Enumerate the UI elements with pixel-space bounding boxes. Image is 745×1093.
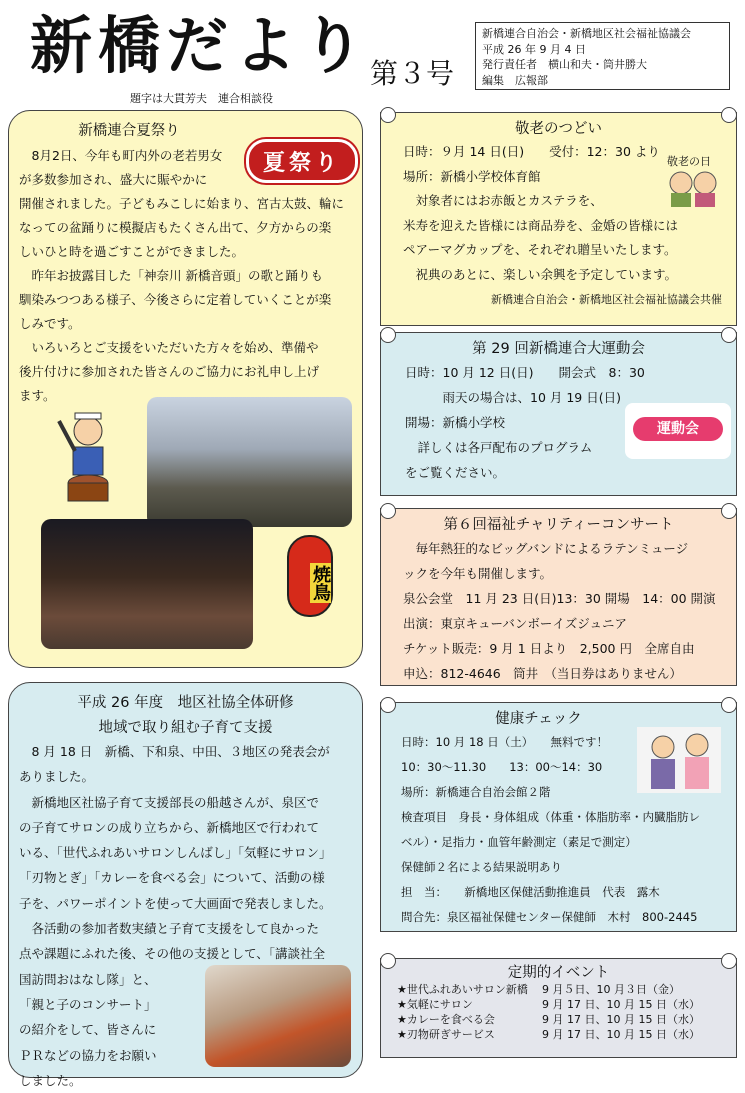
- keiro-line: 米寿を迎えた皆様には商品券を、金婚の皆様には: [403, 217, 679, 233]
- festival-photo-evening: [41, 519, 253, 649]
- training-line: 子を、パワーポイントを使って大画面で発表しました。: [19, 895, 332, 911]
- training-line: ありました。: [19, 769, 95, 785]
- health-line: 日時：10 月 18 日（土） 無料です！: [401, 735, 608, 749]
- event-dates: 9 月 17 日、10 月 15 日（水）: [542, 1013, 700, 1026]
- training-line: 新橋地区社協子育て支援部長の船越さんが、泉区で: [19, 794, 320, 810]
- publisher-box: [475, 22, 730, 90]
- festival-line: 8月2日、今年も町内外の老若男女: [19, 148, 223, 163]
- elderly-couple-icon: [663, 169, 723, 207]
- events-row: [397, 982, 700, 997]
- training-subtitle: 地域で取り組む子育て支援: [98, 720, 273, 736]
- drummer-illustration: [53, 401, 123, 506]
- concert-line: 申込：812-4646 筒井 （当日券はありません）: [403, 666, 682, 681]
- health-line: 検査項目 身長・身体組成（体重・体脂肪率・内臓脂肪レ: [401, 810, 700, 824]
- training-title: 平成 26 年度 地区社協全体研修: [77, 695, 294, 711]
- training-line: 国訪問おはなし隊」と、: [19, 971, 157, 987]
- keiro-line: ペアーマグカップを、それぞれ贈呈いたします。: [403, 242, 677, 257]
- keiro-badge: 敬老の日: [667, 155, 711, 168]
- event-name: ★刃物研ぎサービス: [397, 1028, 495, 1041]
- health-line: 担 当： 新橋地区保健活動推進員 代表 露木: [401, 885, 660, 899]
- concert-line: 出演：東京キューバンボーイズジュニア: [403, 616, 628, 631]
- training-line: 「親と子のコンサート」: [19, 996, 157, 1012]
- festival-line: 開催されました。子どもみこしに始まり、宮古太鼓、輪に: [19, 196, 345, 211]
- festival-line: ます。: [19, 388, 56, 403]
- training-line: いる、「世代ふれあいサロンしんばし」「気軽にサロン」: [19, 845, 332, 861]
- concert-article: [380, 508, 737, 686]
- training-line: 「刃物とぎ」「カレーを食べる会」について、活動の様: [19, 870, 325, 886]
- events-table: [397, 982, 700, 1042]
- festival-article: [8, 110, 363, 668]
- keiro-line: 場所：新橋小学校体育館: [403, 168, 541, 184]
- keiro-line: 日時：９月 14 日(日) 受付：12：30 より: [403, 144, 660, 159]
- festival-title: 新橋連合夏祭り: [78, 123, 180, 139]
- training-line: の紹介をして、皆さんに: [19, 1022, 157, 1038]
- publisher-line: 新橋連合自治会・新橋地区社会福祉協議会: [482, 27, 691, 40]
- sports-line: 開場：新橋小学校: [405, 415, 506, 430]
- training-line: ＰＲなどの協力をお願い: [19, 1047, 157, 1063]
- health-check-illustration: [637, 727, 721, 793]
- keiro-title: 敬老のつどい: [515, 121, 602, 137]
- publisher-line: 平成 26 年 9 月 4 日: [482, 42, 586, 56]
- health-line: ベル）・足指力・血管年齢測定（素足で測定）: [401, 835, 637, 849]
- concert-line: チケット販売：9 月 1 日より 2,500 円 全席自由: [403, 641, 695, 656]
- keiro-line: 祝典のあとに、楽しい余興を予定しています。: [403, 266, 678, 282]
- undokai-badge: [625, 403, 731, 459]
- concert-title: 第６回福祉チャリティーコンサート: [443, 517, 674, 533]
- events-title: 定期的イベント: [507, 965, 610, 981]
- health-title: 健康チェック: [495, 711, 582, 727]
- publisher-line: 編集 広報部: [482, 73, 548, 87]
- festival-line: なっての盆踊りに模擬店もたくさん出て、夕方からの楽: [19, 220, 332, 235]
- concert-line: 毎年熱狂的なビッグバンドによるラテンミュージ: [403, 541, 689, 556]
- health-line: 場所：新橋連合自治会館２階: [401, 785, 551, 799]
- event-name: ★気軽にサロン: [397, 998, 473, 1011]
- festival-photo-day: [147, 397, 352, 527]
- publisher-line: 発行責任者 横山和夫・筒井勝大: [482, 58, 647, 71]
- undokai-badge-text: 運動会: [633, 417, 723, 441]
- sports-line: 雨天の場合は、10 月 19 日(日): [405, 390, 621, 405]
- festival-line: 後片付けに参加された皆さんのご協力にお礼申し上げ: [19, 364, 320, 379]
- lantern-text: 焼鳥: [310, 565, 331, 601]
- keiro-article: [380, 112, 737, 326]
- concert-photo: [205, 965, 351, 1067]
- festival-line: が多数参加され、盛大に賑やかに: [19, 172, 208, 187]
- festival-badge: 夏祭り: [246, 139, 358, 183]
- yakitori-lantern: [287, 535, 333, 617]
- sports-title: 第 29 回新橋連合大運動会: [472, 341, 645, 357]
- event-name: ★カレーを食べる会: [397, 1013, 495, 1026]
- issue-number: 第３号: [370, 57, 455, 90]
- health-line: 保健師２名による結果説明あり: [401, 860, 562, 874]
- festival-line: 昨年お披露目した「神奈川 新橋音頭」の歌と踊りも: [19, 268, 323, 283]
- sports-article: [380, 332, 737, 496]
- keiro-line: 対象者にはお赤飯とカステラを、: [403, 193, 603, 208]
- sports-line: をご覧ください。: [405, 465, 506, 480]
- festival-line: しみです。: [19, 316, 81, 331]
- events-row: [397, 997, 700, 1012]
- event-dates: 9 月 17 日、10 月 15 日（水）: [542, 1028, 700, 1041]
- keiro-sponsor: 新橋連合自治会・新橋地区社会福祉協議会共催: [491, 293, 722, 306]
- festival-line: いろいろとご支援をいただいた方々を始め、準備や: [19, 340, 319, 355]
- sports-line: 日時：10 月 12 日(日) 開会式 8：30: [405, 365, 645, 380]
- training-article: [8, 682, 363, 1088]
- concert-line: ックを今年も開催します。: [403, 566, 553, 581]
- training-line: の子育てサロンの成り立ちから、新橋地区で行われて: [19, 819, 320, 835]
- event-dates: 9 月 17 日、10 月 15 日（水）: [542, 998, 700, 1011]
- training-line: 8 月 18 日 新橋、下和泉、中田、３地区の発表会が: [19, 744, 330, 759]
- health-line: 問合先：泉区福祉保健センター保健師 木村 800-2445: [401, 910, 698, 924]
- concert-line: 泉公会堂 11 月 23 日(日)13：30 開場 14：00 開演: [403, 591, 716, 606]
- health-line: 10：30～11.30 13：00～14：30: [401, 760, 603, 774]
- training-line: しました。: [19, 1072, 82, 1088]
- event-name: ★世代ふれあいサロン新橋: [397, 983, 528, 996]
- festival-line: 馴染みつつある様子、今後さらに定着していくことが楽: [19, 292, 332, 307]
- events-box: [380, 958, 737, 1058]
- training-line: 点や課題にふれた後、その他の支援として、「講談社全: [19, 946, 326, 962]
- sports-line: 詳しくは各戸配布のプログラム: [405, 440, 593, 455]
- events-row: [397, 1027, 700, 1042]
- event-dates: 9 月５日、10 月３日（金）: [542, 983, 680, 996]
- festival-line: しいひと時を過ごすことができました。: [19, 244, 245, 259]
- events-row: [397, 1012, 700, 1027]
- calligraphy-credit: 題字は大貫芳夫 連合相談役: [130, 92, 273, 105]
- health-article: [380, 702, 737, 932]
- newsletter-title: 新橋だより: [30, 9, 371, 82]
- training-line: 各活動の参加者数実績と子育て支援をして良かった: [19, 921, 320, 937]
